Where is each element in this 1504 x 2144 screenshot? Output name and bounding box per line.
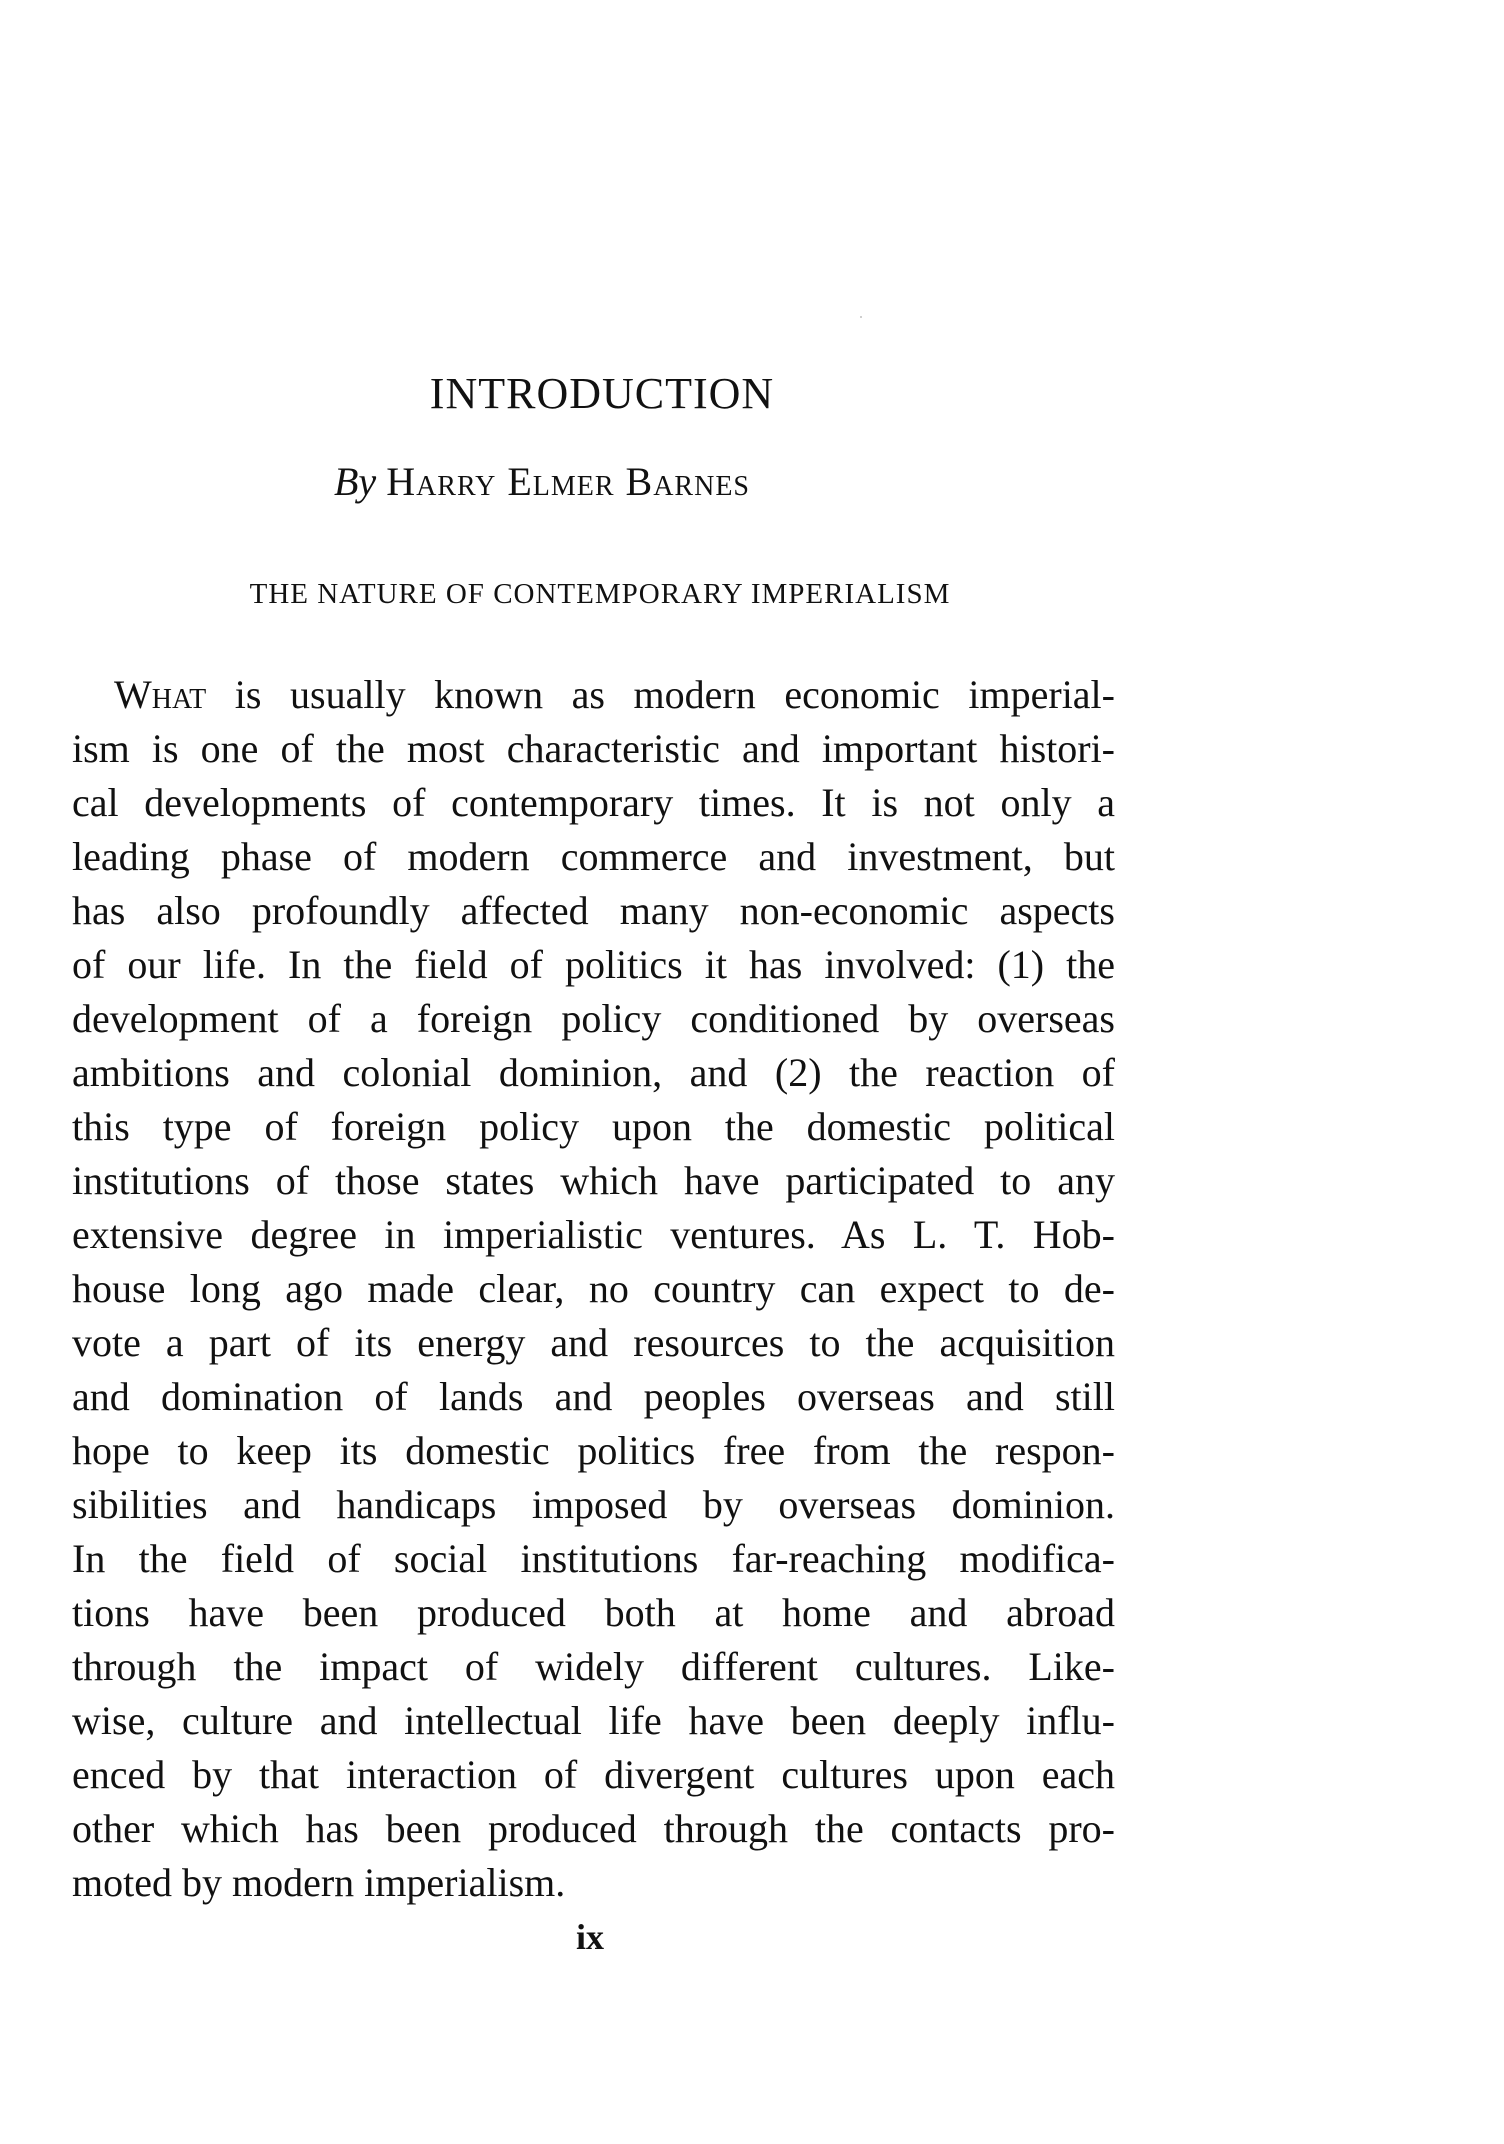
page-number: ix [575,1917,604,1957]
text-line: and domination of lands and peoples overseas and still [72,1374,1115,1419]
text-line [72,668,1115,722]
text-line: sibilities and handicaps imposed by overseas dominion. [72,1482,1115,1527]
text-line: ism is one of the most characteristic and important histori- [72,726,1115,771]
text-line: of our life. In the field of politics it has involved: (1) the [72,942,1115,987]
text-line-content: is usually known as modern economic imperial- [206,672,1115,717]
text-line: institutions of those states which have participated to any [72,1158,1115,1203]
body-paragraph [72,668,1115,1910]
author-name: Harry Elmer Barnes [386,459,751,504]
text-line: through the impact of widely different cultures. Like- [72,1644,1115,1689]
text-line: hope to keep its domestic politics free from the respon- [72,1428,1115,1473]
paper-speck [860,316,862,318]
lead-word: What [114,672,207,717]
page-title: INTRODUCTION [429,369,775,418]
text-line: vote a part of its energy and resources to the acquisition [72,1320,1115,1365]
text-line: tions have been produced both at home and abroad [72,1590,1115,1635]
text-line: moted by modern imperialism. [72,1860,566,1905]
byline-prefix: By [334,459,377,504]
text-line: cal developments of contemporary times. It is not only a [72,780,1115,825]
text-line: other which has been produced through the contacts pro- [72,1806,1115,1851]
text-line: ambitions and colonial dominion, and (2) the reaction of [72,1050,1115,1095]
text-line: In the field of social institutions far-reaching modifica- [72,1536,1115,1581]
author-byline [334,458,934,505]
text-line: has also profoundly affected many non-economic aspects [72,888,1115,933]
text-line: enced by that interaction of divergent cultures upon each [72,1752,1115,1797]
text-line: leading phase of modern commerce and investment, but [72,834,1115,879]
text-line: development of a foreign policy conditioned by overseas [72,996,1115,1041]
text-line: extensive degree in imperialistic ventures. As L. T. Hob- [72,1212,1115,1257]
section-title: THE NATURE OF CONTEMPORARY IMPERIALISM [249,578,951,610]
text-line: house long ago made clear, no country can expect to de- [72,1266,1115,1311]
text-line: this type of foreign policy upon the domestic political [72,1104,1115,1149]
text-line: wise, culture and intellectual life have been deeply influ- [72,1698,1115,1743]
